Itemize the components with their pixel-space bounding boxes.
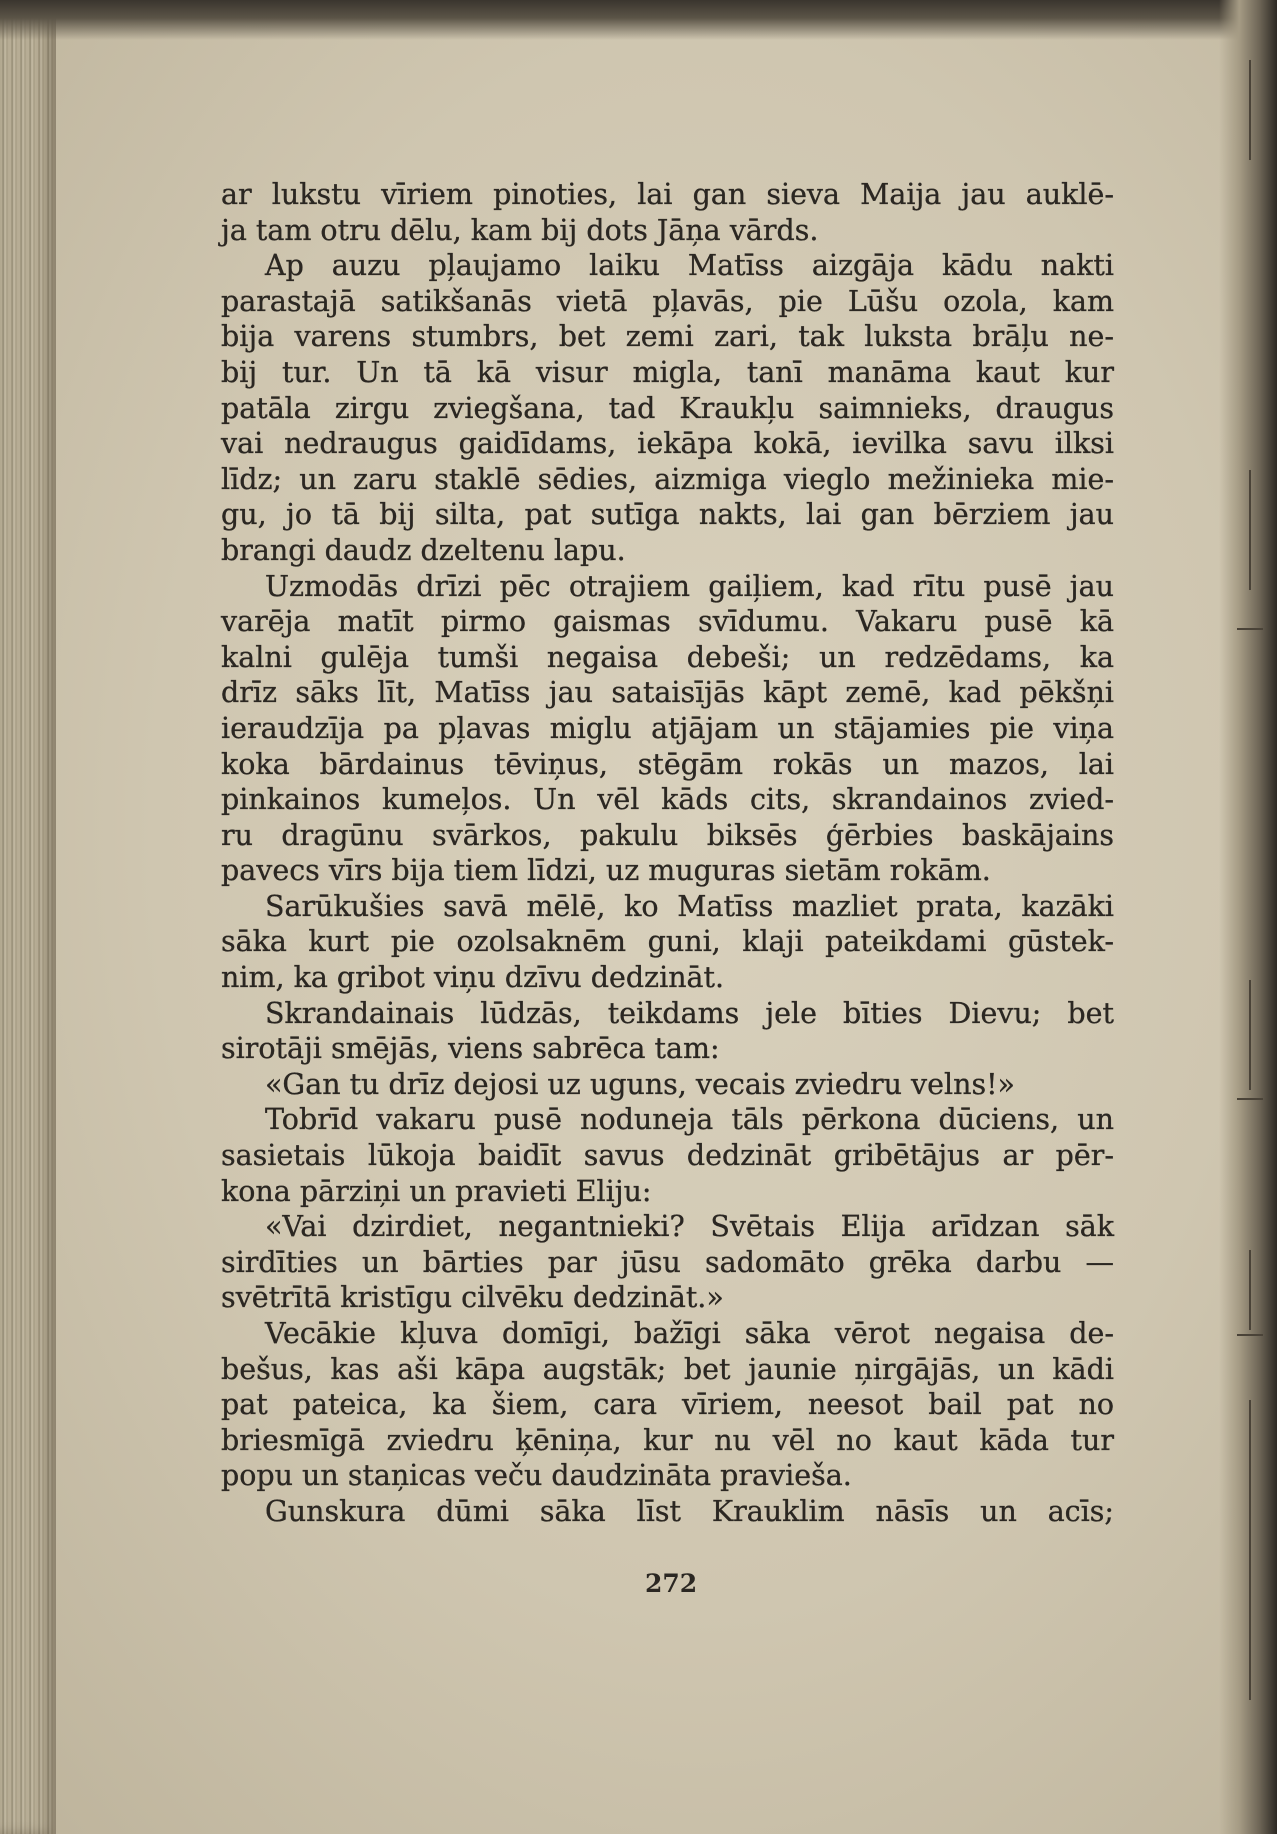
text-line: sirotāji smējās, viens sabrēca tam:: [221, 1032, 720, 1066]
text-line: ja tam otru dēlu, kam bij dots Jāņa vārds.: [221, 213, 819, 247]
text-line: ieraudzīja pa pļavas miglu atjājam un stājamies pie viņa: [221, 711, 1114, 745]
text-line: parastajā satikšanās vietā pļavās, pie Lūšu ozola, kam: [221, 284, 1114, 318]
text-line: svētrītā kristīgu cilvēku dedzināt.»: [221, 1281, 724, 1315]
text-line: bij tur. Un tā kā visur migla, tanī manāma kaut kur: [221, 355, 1114, 389]
text-line: Uzmodās drīzi pēc otrajiem gaiļiem, kad rītu pusē jau: [265, 569, 1114, 603]
text-line: Ap auzu pļaujamo laiku Matīss aizgāja kādu nakti: [265, 249, 1114, 283]
text-line: Gunskura dūmi sāka līst Krauklim nāsīs un acīs;: [265, 1494, 1114, 1528]
text-line: ar lukstu vīriem pinoties, lai gan sieva Maija jau auklē-: [221, 178, 1114, 211]
binding-mark: [1249, 1250, 1251, 1330]
page-number: 272: [645, 1569, 698, 1598]
text-line: Tobrīd vakaru pusē noduneja tāls pērkona dūciens, un: [265, 1103, 1114, 1137]
text-line: «Gan tu drīz dejosi uz uguns, vecais zviedru velns!»: [265, 1067, 1015, 1101]
text-line: «Vai dzirdiet, negantnieki? Svētais Elija arīdzan sāk: [265, 1210, 1114, 1244]
top-edge-shadow: [0, 0, 1277, 40]
text-line: popu un staņicas veču daudzināta pravieša.: [221, 1459, 852, 1493]
text-line: ru dragūnu svārkos, pakulu biksēs ģērbies baskājains: [221, 818, 1114, 852]
text-line: briesmīgā zviedru ķēniņa, kur nu vēl no kaut kāda tur: [221, 1423, 1114, 1457]
body-text: [221, 177, 1114, 1530]
text-line: sasietais lūkoja baidīt savus dedzināt gribētājus ar pēr-: [221, 1139, 1114, 1173]
text-line: Sarūkušies savā mēlē, ko Matīss mazliet prata, kazāki: [265, 889, 1114, 923]
text-line: pat pateica, ka šiem, cara vīriem, neesot bail pat no: [221, 1388, 1114, 1422]
binding-mark: [1237, 628, 1263, 630]
text-line: gu, jo tā bij silta, pat sutīga nakts, lai gan bērziem jau: [221, 498, 1114, 532]
text-line: kona pārziņi un pravieti Eliju:: [221, 1174, 652, 1208]
text-line: pavecs vīrs bija tiem līdzi, uz muguras sietām rokām.: [221, 854, 991, 888]
binding-edge: [1219, 0, 1277, 1834]
binding-mark: [1237, 1098, 1263, 1100]
text-line: kalni gulēja tumši negaisa debeši; un redzēdams, ka: [221, 640, 1114, 674]
text-line: bija varens stumbrs, bet zemi zari, tak luksta brāļu ne-: [221, 320, 1114, 354]
text-line: pinkainos kumeļos. Un vēl kāds cits, skrandainos zvied-: [221, 783, 1114, 817]
binding-mark: [1249, 470, 1251, 590]
text-line: drīz sāks līt, Matīss jau sataisījās kāpt zemē, kad pēkšņi: [221, 676, 1114, 710]
text-line: sirdīties un bārties par jūsu sadomāto grēka darbu —: [221, 1245, 1114, 1279]
text-line: koka bārdainus tēviņus, stēgām rokās un mazos, lai: [221, 747, 1114, 781]
text-line: bešus, kas aši kāpa augstāk; bet jaunie ņirgājās, un kādi: [221, 1352, 1114, 1386]
binding-mark: [1249, 60, 1251, 160]
text-line: sāka kurt pie ozolsaknēm guni, klaji pateikdami gūstek-: [221, 925, 1114, 959]
binding-mark: [1237, 1334, 1263, 1336]
text-line: Skrandainais lūdzās, teikdams jele bīties Dievu; bet: [265, 996, 1114, 1030]
text-line: Vecākie kļuva domīgi, bažīgi sāka vērot negaisa de-: [265, 1317, 1114, 1350]
text-line: varēja matīt pirmo gaismas svīdumu. Vakaru pusē kā: [221, 605, 1114, 639]
text-line: nim, ka gribot viņu dzīvu dedzināt.: [221, 961, 725, 995]
text-line: patāla zirgu zviegšana, tad Kraukļu saimnieks, draugus: [221, 391, 1114, 425]
binding-mark: [1249, 980, 1251, 1090]
text-line: brangi daudz dzeltenu lapu.: [221, 533, 626, 567]
binding-mark: [1249, 1400, 1251, 1700]
text-line: līdz; un zaru staklē sēdies, aizmiga vieglo mežinieka mie-: [221, 462, 1114, 496]
text-line: vai nedraugus gaidīdams, iekāpa kokā, ievilka savu ilksi: [221, 427, 1114, 461]
page-gutter: [0, 0, 56, 1834]
